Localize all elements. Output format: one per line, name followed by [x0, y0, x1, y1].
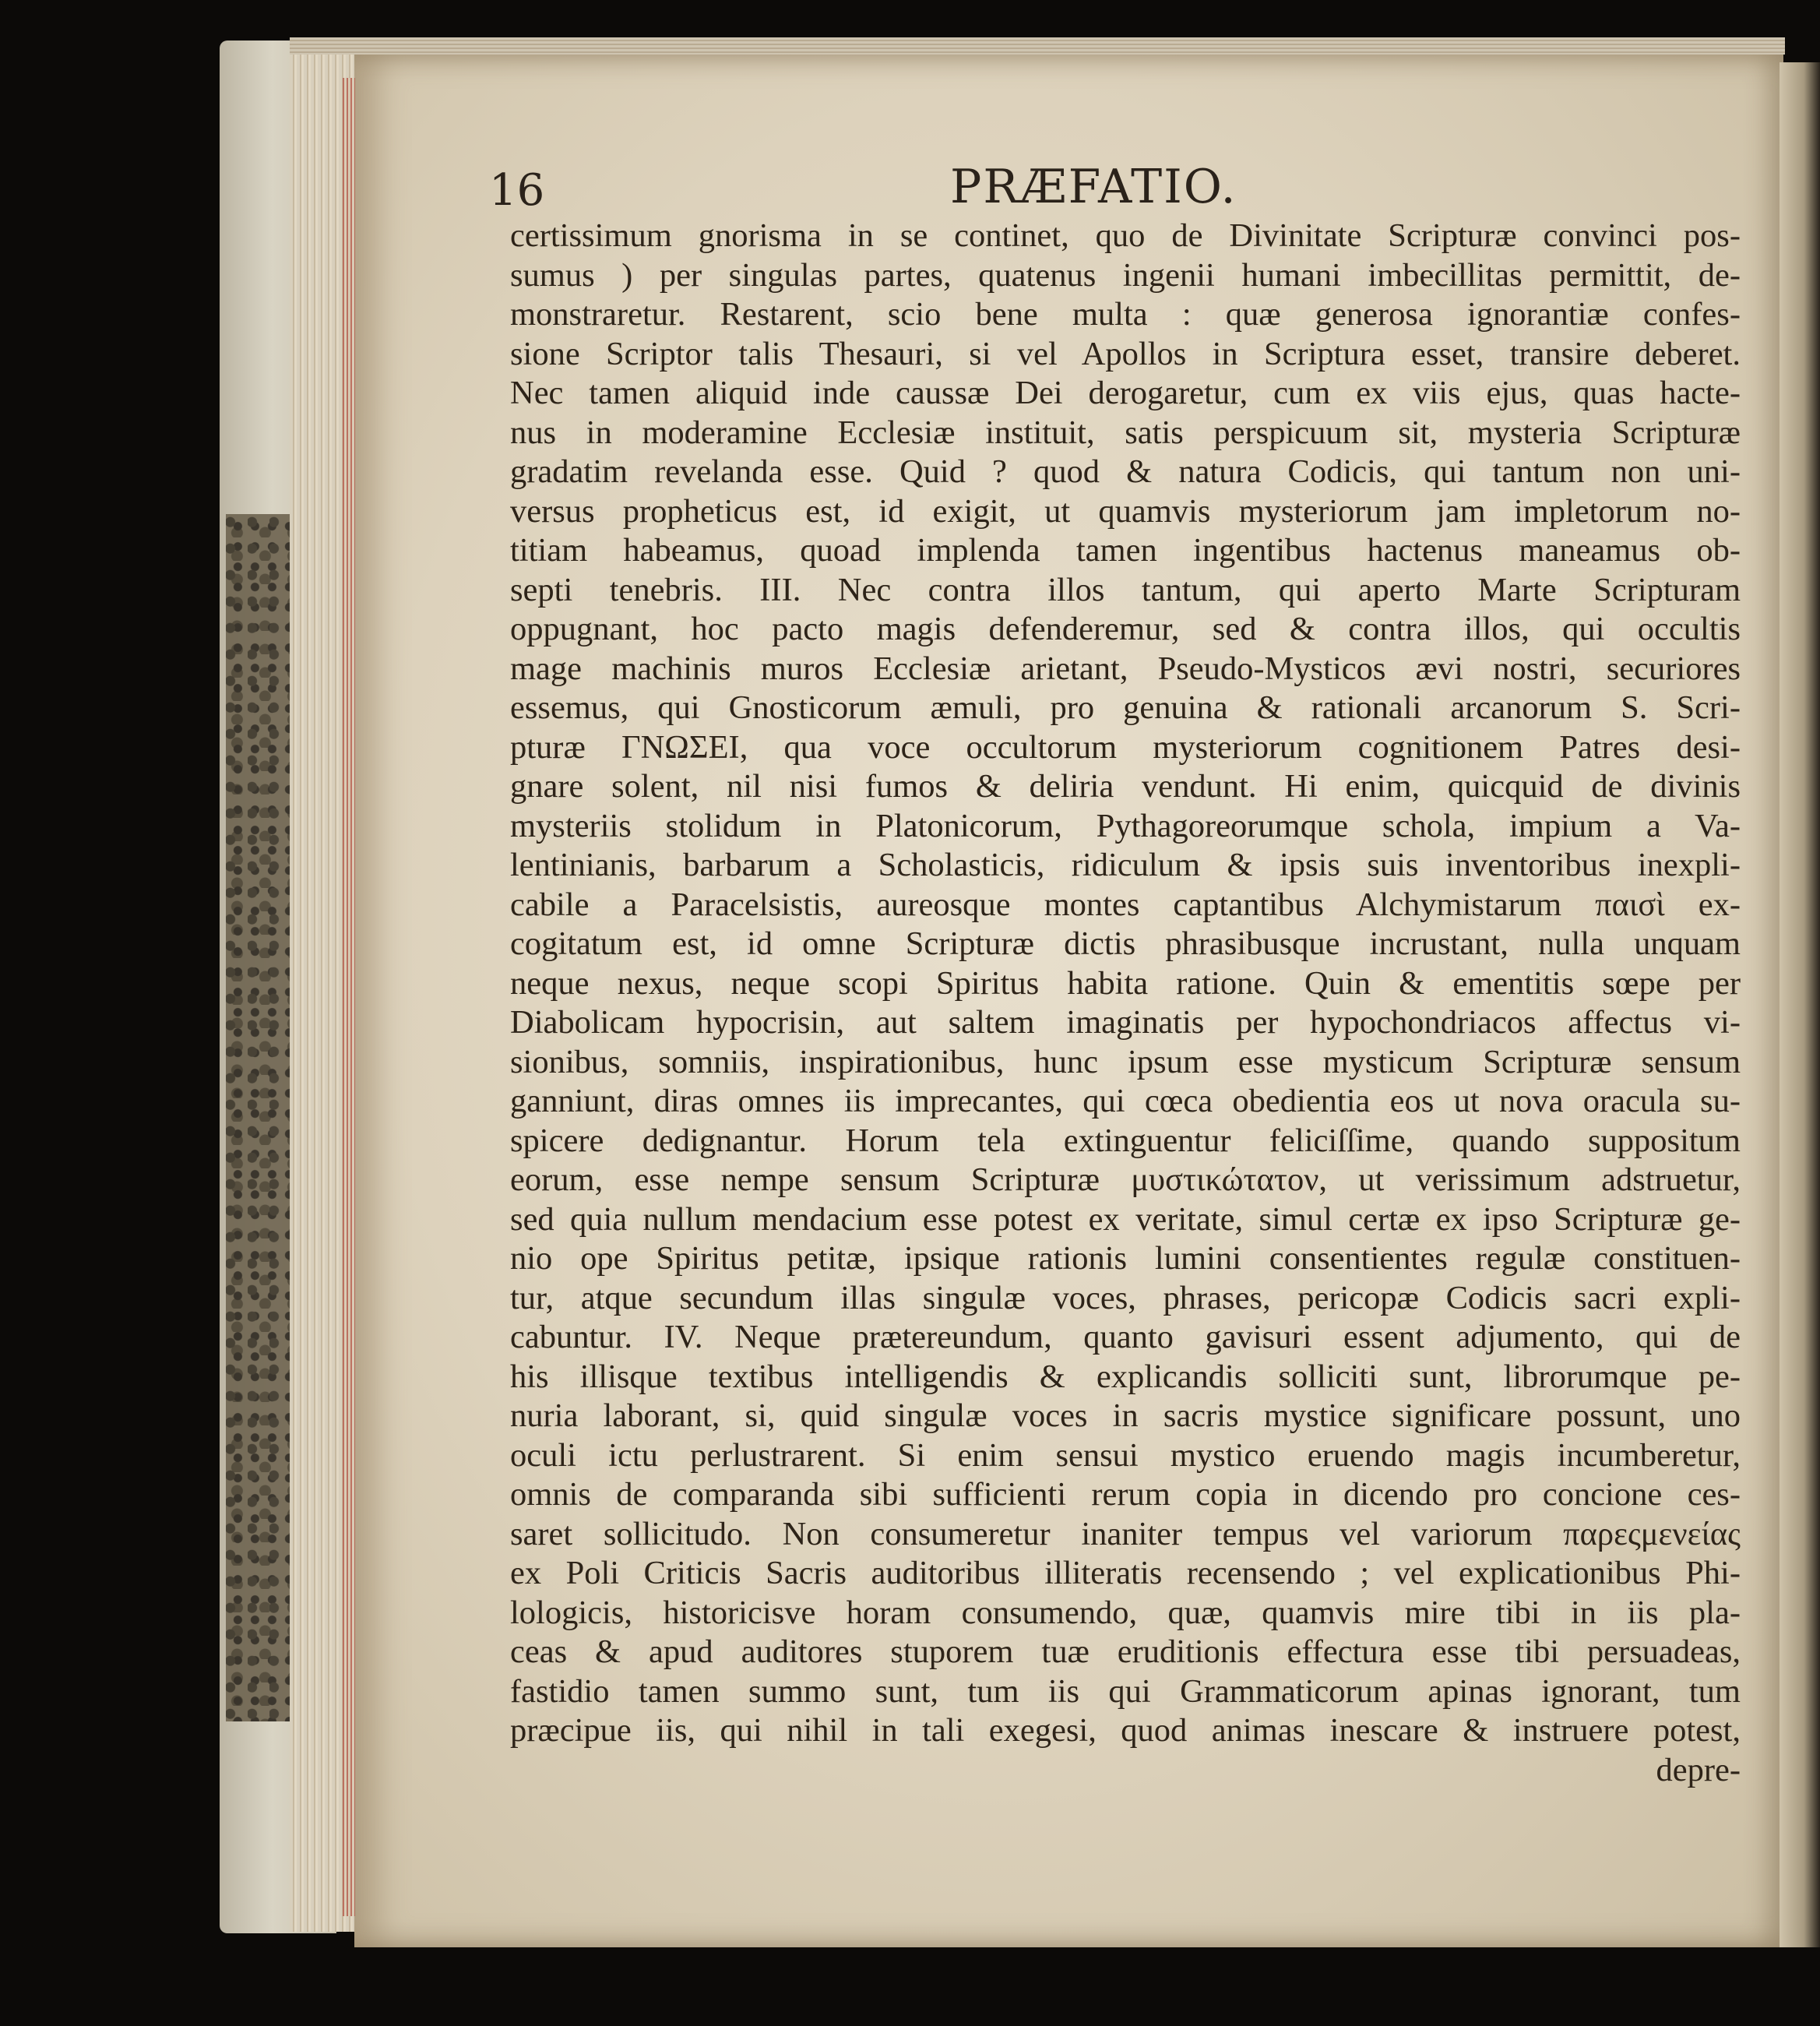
text-line: ex Poli Criticis Sacris auditoribus illiteratis recensendo ; vel explicationibus Phi- [510, 1555, 1741, 1591]
page-number: 16 [489, 165, 545, 216]
text-line: ganniunt, diras omnes iis imprecantes, qui cœca obedientia eos ut nova oracula su- [510, 1083, 1741, 1119]
text-line: certissimum gnorisma in se continet, quo de Divinitate Scripturæ convinci pos- [510, 217, 1741, 254]
facing-page-edge [1780, 62, 1820, 1947]
text-line: essemus, qui Gnosticorum æmuli, pro genuina & rationali arcanorum S. Scri- [510, 689, 1741, 726]
text-line: fastidio tamen summo sunt, tum iis qui Grammaticorum apinas ignorant, tum [510, 1672, 1741, 1710]
text-line: monstraretur. Restarent, scio bene multa : quæ generosa ignorantiæ confes- [510, 296, 1741, 333]
text-line: lologicis, historicisve horam consumendo, quæ, quamvis mire tibi in iis pla- [510, 1594, 1741, 1631]
text-line: lentinianis, barbarum a Scholasticis, ridiculum & ipsis suis inventoribus inexpli- [510, 847, 1741, 883]
text-line: versus propheticus est, id exigit, ut quamvis mysteriorum jam impletorum no- [510, 492, 1741, 530]
text-line: sionibus, somniis, inspirationibus, hunc ipsum esse mysticum Scripturæ sensum [510, 1043, 1741, 1080]
text-line: tur, atque secundum illas singulæ voces, phrases, pericopæ Codicis sacri expli- [510, 1279, 1741, 1316]
text-line: saret sollicitudo. Non consumeretur inaniter tempus vel variorum παρεςμενείας [510, 1515, 1741, 1552]
text-line: nuria laborant, si, quid singulæ voces in sacris mystice significare possunt, uno [510, 1397, 1741, 1434]
text-line: nio ope Spiritus petitæ, ipsique rationis lumini consentientes regulæ constituen- [510, 1240, 1741, 1277]
text-line: Diabolicam hypocrisin, aut saltem imaginatis per hypochondriacos affectus vi- [510, 1004, 1741, 1041]
text-line: gnare solent, nil nisi fumos & deliria vendunt. Hi enim, quicquid de divinis [510, 768, 1741, 805]
text-line: omnis de comparanda sibi sufficienti rerum copia in dicendo pro concione ces- [510, 1476, 1741, 1513]
red-page-edges [343, 78, 355, 1916]
page-stack-top [290, 37, 1785, 55]
text-line: oculi ictu perlustrarent. Si enim sensui mystico eruendo magis incumberetur, [510, 1436, 1741, 1474]
text-line: septi tenebris. III. Nec contra illos tantum, qui aperto Marte Scripturam [510, 571, 1741, 608]
text-line: oppugnant, hoc pacto magis defenderemur, sed & contra illos, qui occultis [510, 611, 1741, 647]
text-line: spicere dedignantur. Horum tela extinguentur feliciſſime, quando suppositum [510, 1122, 1741, 1159]
text-line: pturæ ΓΝΩΣΕΙ, qua voce occultorum mysteriorum cognitionem Patres desi- [510, 728, 1741, 766]
text-line: cabile a Paracelsistis, aureosque montes captantibus Alchymistarum παισὶ ex- [510, 886, 1741, 923]
text-line: neque nexus, neque scopi Spiritus habita ratione. Quin & ementitis sœpe per [510, 964, 1741, 1002]
text-line: eorum, esse nempe sensum Scripturæ μυστικώτατον, ut verissimum adstruetur, [510, 1161, 1741, 1198]
text-line: sumus ) per singulas partes, quatenus ingenii humani imbecillitas permittit, de- [510, 256, 1741, 294]
text-line: nus in moderamine Ecclesiæ instituit, satis perspicuum sit, mysteria Scripturæ [510, 414, 1741, 451]
text-line: titiam habeamus, quoad implenda tamen ingentibus hactenus maneamus ob- [510, 532, 1741, 569]
text-line: ceas & apud auditores stuporem tuæ eruditionis effectura esse tibi persuadeas, [510, 1633, 1741, 1670]
text-line: his illisque textibus intelligendis & explicandis solliciti sunt, librorumque pe- [510, 1358, 1741, 1395]
text-line: præcipue iis, qui nihil in tali exegesi, quod animas inescare & instruere potest, [510, 1712, 1741, 1749]
text-line: sione Scriptor talis Thesauri, si vel Apollos in Scriptura esset, transire deberet. [510, 335, 1741, 372]
running-head: PRÆFATIO. [950, 160, 1237, 214]
text-line: mysteriis stolidum in Platonicorum, Pythagoreorumque schola, impium a Va- [510, 807, 1741, 844]
text-line: sed quia nullum mendacium esse potest ex veritate, simul certæ ex ipso Scripturæ ge- [510, 1200, 1741, 1238]
catchword: depre- [1656, 1751, 1741, 1788]
body-text [510, 217, 1741, 1790]
text-line: gradatim revelanda esse. Quid ? quod & natura Codicis, qui tantum non uni- [510, 453, 1741, 490]
text-line: Nec tamen aliquid inde caussæ Dei derogaretur, cum ex viis ejus, quas hacte- [510, 375, 1741, 411]
text-line: mage machinis muros Ecclesiæ arietant, Pseudo-Mysticos ævi nostri, securiores [510, 650, 1741, 687]
text-line: cabuntur. IV. Neque prætereundum, quanto gavisuri essent adjumento, qui de [510, 1319, 1741, 1355]
text-line: cogitatum est, id omne Scripturæ dictis phrasibusque incrustant, nulla unquam [510, 925, 1741, 962]
